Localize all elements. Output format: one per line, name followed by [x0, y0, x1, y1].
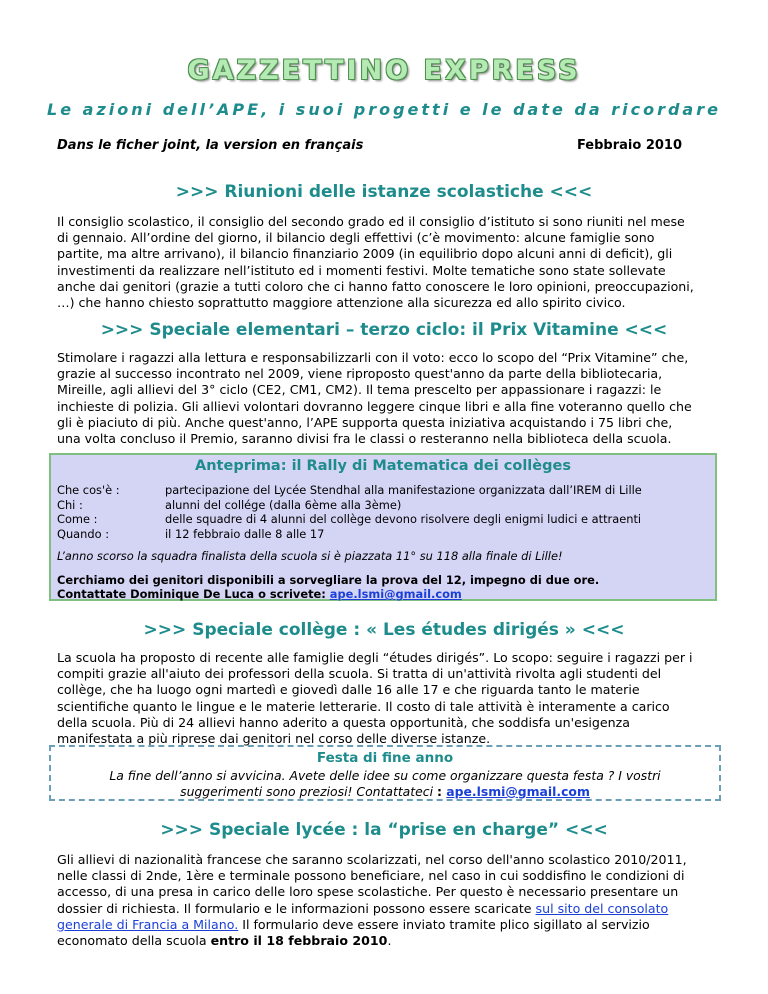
masthead-title: GAZZETTINO EXPRESS: [187, 55, 581, 86]
paragraph-text: dossier di richiesta. Il formulario e le informazioni possono essere scaricate: [57, 900, 536, 916]
paragraph-text: .: [387, 933, 392, 949]
festa-text: [51, 768, 719, 800]
paragraph-line: scientifiche quanto le lingue e le materie letterarie. Il costo di tale attività è interamente a carico: [57, 698, 670, 714]
rally-key: Come :: [57, 512, 98, 526]
section-body-prix-vitamine: [57, 350, 713, 447]
paragraph-line: Mireille, agli allievi del 3° ciclo (CE2, CM1, CM2). Il tema prescelto per appassionare i ragazzi: le: [57, 382, 662, 398]
table-row: [57, 527, 642, 542]
consolato-link[interactable]: sul sito del consolato: [535, 900, 669, 916]
paragraph-line: manifestata a più riprese dai genitori nel corso delle diverse istanze.: [57, 731, 491, 747]
issue-date: Febbraio 2010: [576, 138, 682, 153]
paragraph-line: [57, 933, 713, 949]
paragraph-line: …) che hanno chiesto soprattutto maggiore attenzione alla sicurezza ed allo spirito civico.: [57, 295, 626, 311]
festa-line-text: suggerimenti sono preziosi! Contattateci: [180, 784, 437, 799]
rally-value: delle squadre di 4 alunni del collège devono risolvere degli enigmi ludici e attraenti: [165, 512, 642, 526]
rally-box: [49, 453, 717, 601]
rally-call-line: Cerchiamo dei genitori disponibili a sorvegliare la prova del 12, impegno di due ore.: [57, 573, 600, 587]
paragraph-line: compiti grazie all'aiuto dei professori della scuola. Si tratta di un'attività rivolta agli studenti del: [57, 666, 662, 682]
paragraph-line: investimenti da realizzare nell’istituto ed i momenti festivi. Molte tematiche sono state sollevate: [57, 262, 666, 278]
paragraph-line: Il consiglio scolastico, il consiglio del secondo grado ed il consiglio d’istituto si sono riuniti nel mese: [57, 214, 685, 229]
paragraph-line: della scuola. Più di 24 allievi hanno aderito a questa opportunità, che soddisfa un'esigenza: [57, 714, 630, 730]
paragraph-line: inchieste di polizia. Gli allievi volontari dovranno leggere cinque libri e alla fine voteranno quello che: [57, 398, 692, 414]
paragraph-line: La scuola ha proposto di recente alle famiglie degli “études dirigés”. Lo scopo: seguire i ragazzi per i: [57, 650, 693, 665]
section-title-riunioni: >>> Riunioni delle istanze scolastiche <<<: [175, 182, 593, 202]
festa-box: [49, 745, 721, 801]
rally-details-table: [57, 483, 642, 541]
section-title-prise-en-charge: >>> Speciale lycée : la “prise en charge” <<<: [160, 820, 608, 840]
rally-call-line: [57, 587, 599, 601]
paragraph-text: economato della scuola: [57, 933, 211, 949]
masthead-subtitle: Le azioni dell’APE, i suoi progetti e le date da ricordare: [47, 100, 721, 119]
rally-note: L’anno scorso la squadra finalista della scuola si è piazzata 11° su 118 alla finale di Lille!: [57, 549, 563, 563]
paragraph-line: nelle classi di 2nde, 1ère e terminale possono beneficiare, nel caso in cui soddisfino le condizioni di: [57, 868, 685, 884]
rally-value: il 12 febbraio dalle 8 alle 17: [165, 526, 325, 541]
paragraph-line: anche dai genitori (grazie a tutti coloro che ci hanno fatto conoscere le loro opinioni, preoccupazioni,: [57, 278, 694, 294]
paragraph-line: partite, ma altre arrivano), il bilancio finanziario 2009 (in equilibrio dopo alcuni anni di deficit), gli: [57, 246, 673, 262]
rally-key: Quando :: [57, 526, 110, 541]
paragraph-line: grazie al successo incontrato nel 2009, viene riproposto quest'anno da parte della bibliotecaria,: [57, 366, 663, 382]
paragraph-line: una volta concluso il Premio, saranno divisi fra le classi o resteranno nella biblioteca della scuola.: [57, 431, 672, 447]
paragraph-line: gli è piaciuto di più. Anche quest'anno, l’APE supporta questa iniziativa acquistando i 75 libri che,: [57, 414, 673, 430]
rally-key: Che cos'è :: [57, 483, 120, 497]
rally-value: alunni del collége (dalla 6ème alla 3ème): [165, 497, 402, 512]
consolato-link-continued[interactable]: generale di Francia a Milano.: [57, 916, 239, 932]
deadline-text: entro il 18 febbraio 2010: [210, 933, 388, 949]
paragraph-line: [57, 901, 713, 917]
rally-email-link[interactable]: ape.lsmi@gmail.com: [329, 587, 462, 601]
section-title-etudes-diriges: >>> Speciale collège : « Les études dirigés » <<<: [143, 620, 625, 640]
paragraph-line: Gli allievi di nazionalità francese che saranno scolarizzati, nel corso dell'anno scolastico 2010/2011,: [57, 852, 687, 867]
rally-call-to-action: [57, 573, 599, 601]
section-title-prix-vitamine: >>> Speciale elementari – terzo ciclo: il Prix Vitamine <<<: [100, 320, 668, 340]
rally-call-text: Contattate Dominique De Luca o scrivete:: [57, 587, 330, 601]
section-body-etudes-diriges: [57, 650, 713, 747]
section-body-riunioni: [57, 214, 713, 311]
festa-title: Festa di fine anno: [316, 750, 454, 766]
festa-line: La fine dell’anno si avvicina. Avete delle idee su come organizzare questa festa ? I vostri: [109, 768, 661, 783]
table-row: [57, 498, 642, 513]
paragraph-line: Stimolare i ragazzi alla lettura e responsabilizzarli con il voto: ecco lo scopo del “Prix Vitamine” che,: [57, 350, 689, 365]
table-row: [57, 483, 642, 498]
paragraph-text: Il formulario deve essere inviato tramite plico sigillato al servizio: [238, 916, 650, 932]
paragraph-line: [57, 917, 713, 933]
paragraph-line: accesso, di una presa in carico delle loro spese scolastiche. Per questo è necessario presentare un: [57, 884, 679, 900]
paragraph-line: di gennaio. All’ordine del giorno, il bilancio degli effettivi (c’è movimento: alcune famiglie sono: [57, 230, 655, 246]
intro-note: Dans le ficher joint, la version en français: [57, 138, 364, 153]
section-body-prise-en-charge: [57, 852, 713, 949]
rally-value: partecipazione del Lycée Stendhal alla manifestazione organizzata dall’IREM di Lille: [165, 483, 642, 497]
festa-email-link[interactable]: ape.lsmi@gmail.com: [446, 784, 590, 799]
festa-colon: :: [436, 784, 447, 799]
table-row: [57, 512, 642, 527]
paragraph-line: collège, che ha luogo ogni martedì e giovedì dalle 16 alle 17 e che riguarda tanto le materie: [57, 682, 640, 698]
rally-title: Anteprima: il Rally di Matematica dei collèges: [195, 458, 571, 474]
rally-key: Chi :: [57, 497, 83, 512]
festa-line: [51, 784, 719, 800]
